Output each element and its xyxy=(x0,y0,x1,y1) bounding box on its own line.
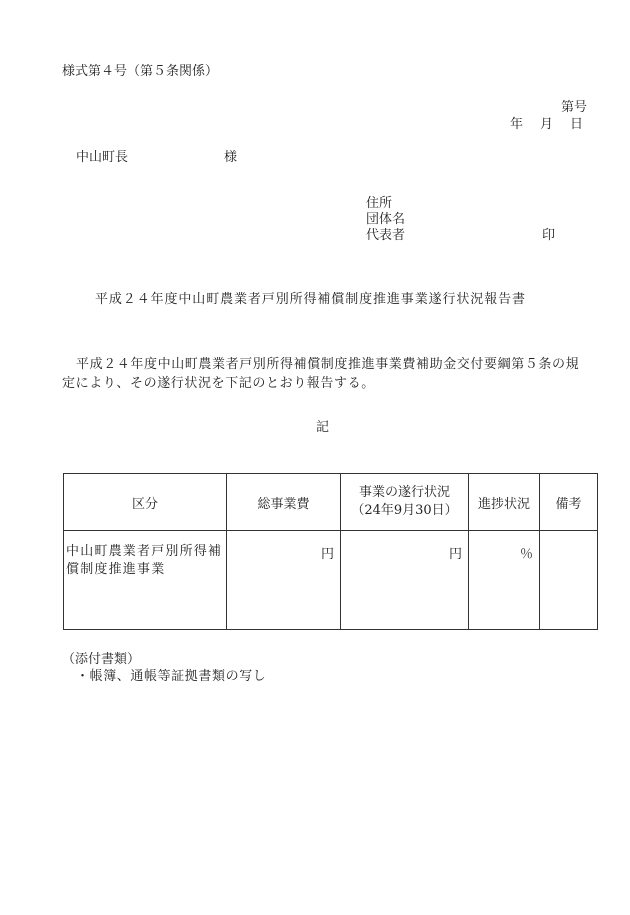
ki-heading: 記 xyxy=(316,420,330,435)
document-date: 年 月 日 xyxy=(509,117,585,132)
attachments-heading: （添付書類） xyxy=(62,652,141,667)
document-title: 平成２４年度中山町農業者戸別所得補償制度推進事業遂行状況報告書 xyxy=(95,292,526,307)
cell-progress-status: 円 xyxy=(341,531,469,630)
header-category: 区分 xyxy=(64,474,227,531)
report-table xyxy=(63,473,598,630)
cell-remarks xyxy=(540,531,598,630)
attachment-item: ・帳簿、通帳等証拠書類の写し xyxy=(76,669,267,684)
table-header-row xyxy=(64,474,598,531)
table-row xyxy=(64,531,598,630)
header-remarks: 備考 xyxy=(540,474,598,531)
cell-category: 中山町農業者戸別所得補償制度推進事業 xyxy=(64,531,227,630)
address-label: 住所 xyxy=(366,196,393,211)
body-paragraph xyxy=(62,356,592,394)
body-text: 平成２４年度中山町農業者戸別所得補償制度推進事業費補助金交付要綱第５条の規定により、その遂行状況を下記のとおり報告する。 xyxy=(62,357,580,391)
addressee-honorific: 様 xyxy=(224,150,238,165)
header-total-cost: 総事業費 xyxy=(227,474,341,531)
seal-mark: 印 xyxy=(542,228,556,243)
header-progress-status: 事業の遂行状況 （24年9月30日） xyxy=(341,474,469,531)
addressee: 中山町長 xyxy=(76,150,129,165)
cell-total-cost: 円 xyxy=(227,531,341,630)
header-progress-rate: 進捗状況 xyxy=(469,474,540,531)
cell-progress-rate: ％ xyxy=(469,531,540,630)
organization-label: 団体名 xyxy=(366,212,406,227)
form-number: 様式第４号（第５条関係） xyxy=(62,64,219,79)
representative-label: 代表者 xyxy=(366,228,406,243)
document-number: 第号 xyxy=(560,100,587,115)
